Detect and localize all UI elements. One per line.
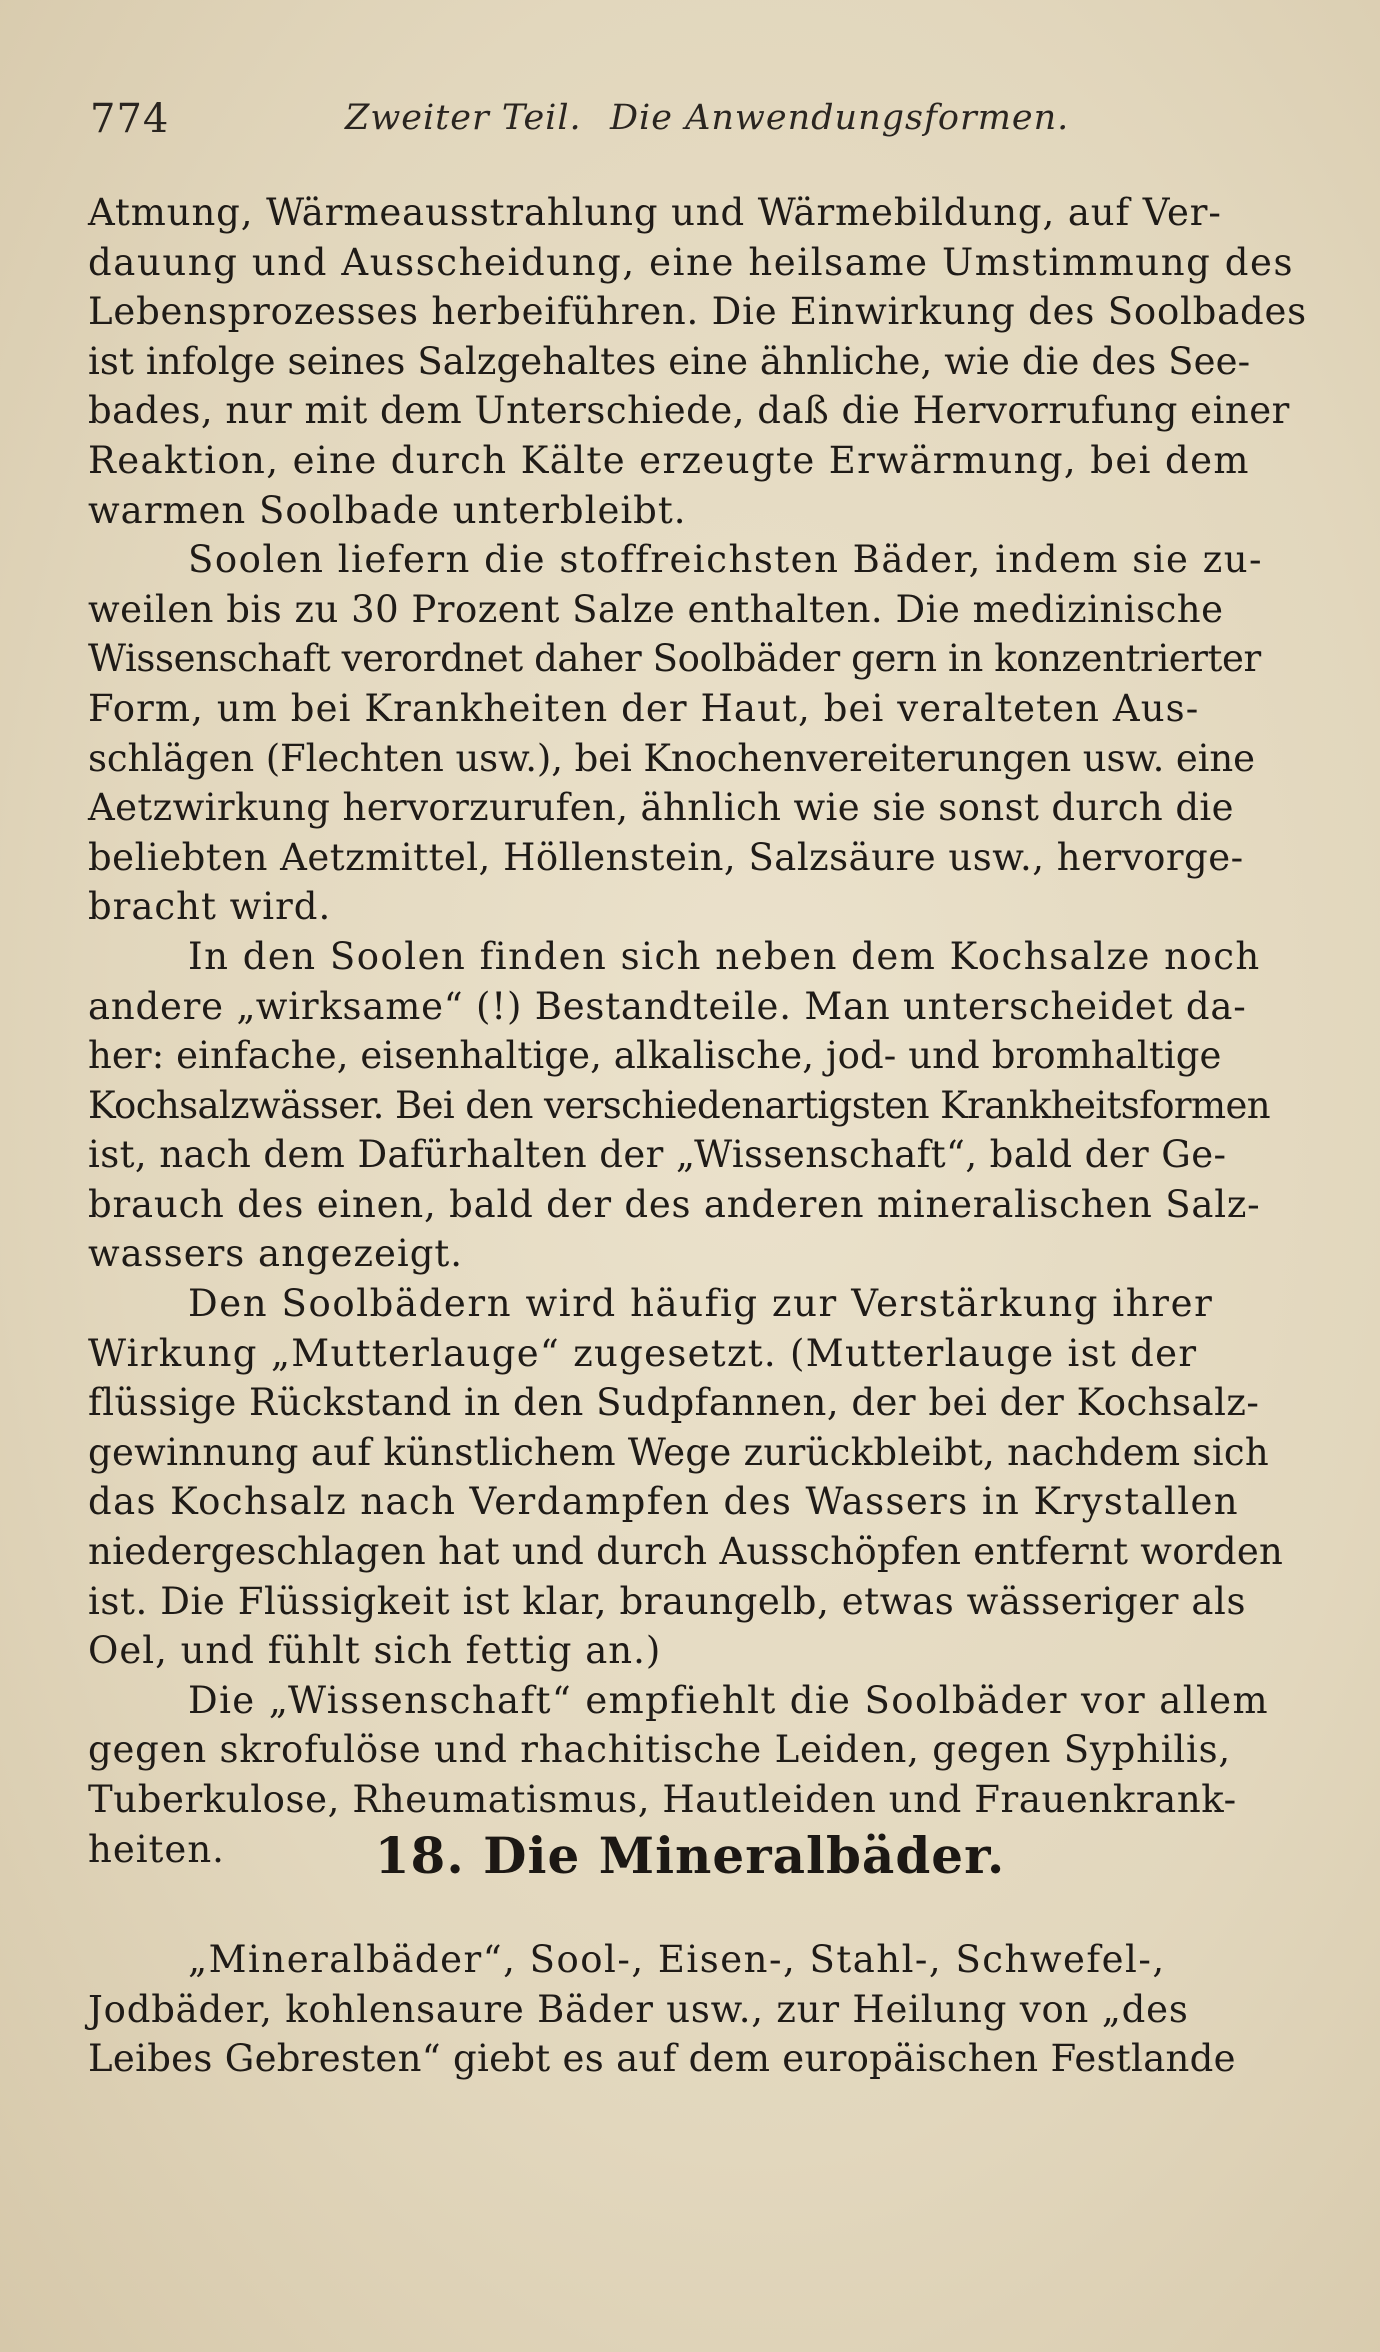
text-line: Form, um bei Krankheiten der Haut, bei veralteten Aus- — [88, 686, 1200, 730]
text-line: Den Soolbädern wird häufig zur Verstärkung ihrer — [188, 1282, 1214, 1326]
text-line: andere „wirksame“ (!) Bestandteile. Man unterscheidet da- — [88, 984, 1247, 1028]
text-line: In den Soolen finden sich neben dem Kochsalze noch — [188, 934, 1261, 978]
text-line: das Kochsalz nach Verdampfen des Wassers in Krystallen — [88, 1480, 1239, 1524]
text-line: dauung und Ausscheidung, eine heilsame Umstimmung des — [88, 240, 1295, 284]
text-line: warmen Soolbade unterbleibt. — [88, 488, 687, 532]
text-line: Soolen liefern die stoffreichsten Bäder, indem sie zu- — [188, 538, 1264, 582]
page-number: 774 — [90, 96, 170, 142]
running-head — [90, 92, 1290, 148]
text-line: schlägen (Flechten usw.), bei Knochenvereiterungen usw. eine — [88, 736, 1255, 780]
running-head-part: Zweiter Teil. — [345, 98, 582, 138]
text-line: weilen bis zu 30 Prozent Salze enthalten. Die medizinische — [88, 587, 1224, 631]
text-line: Die „Wissenschaft“ empfiehlt die Soolbäder vor allem — [188, 1678, 1269, 1722]
text-line: Lebensprozesses herbeiführen. Die Einwirkung des Soolbades — [88, 290, 1307, 334]
text-line: Oel, und fühlt sich fettig an.) — [88, 1629, 662, 1673]
text-line: gewinnung auf künstlichem Wege zurückbleibt, nachdem sich — [88, 1430, 1269, 1474]
text-line: Wirkung „Mutterlauge“ zugesetzt. (Mutterlauge ist der — [88, 1331, 1198, 1375]
text-line: brauch des einen, bald der des anderen mineralischen Salz- — [88, 1182, 1261, 1226]
text-line: beliebten Aetzmittel, Höllenstein, Salzsäure usw., hervorge- — [88, 835, 1244, 879]
text-line: Wissenschaft verordnet daher Soolbäder gern in konzentrierter — [88, 637, 1261, 681]
text-line: Tuberkulose, Rheumatismus, Hautleiden und Frauenkrank- — [88, 1778, 1237, 1821]
text-line: Atmung, Wärmeausstrahlung und Wärmebildung, auf Ver- — [88, 191, 1222, 234]
text-line: Aetzwirkung hervorzurufen, ähnlich wie sie sonst durch die — [88, 786, 1234, 830]
text-line: ist, nach dem Dafürhalten der „Wissenschaft“, bald der Ge- — [88, 1133, 1227, 1177]
text-line: ist infolge seines Salzgehaltes eine ähnliche, wie die des See- — [88, 339, 1251, 383]
text-line: Reaktion, eine durch Kälte erzeugte Erwärmung, bei dem — [88, 438, 1250, 482]
body-text — [88, 188, 1307, 1874]
text-line: Kochsalzwässer. Bei den verschiedenartigsten Krankheitsformen — [88, 1083, 1271, 1127]
text-line: „Mineralbäder“, Sool-, Eisen-, Stahl-, Schwefel-, — [188, 1938, 1166, 1981]
text-line: wassers angezeigt. — [88, 1232, 464, 1276]
text-line: bracht wird. — [88, 885, 332, 929]
text-line: Leibes Gebresten“ giebt es auf dem europäischen Festlande — [88, 2037, 1236, 2081]
text-line: Jodbäder, kohlensaure Bäder usw., zur Heilung von „des — [88, 1987, 1189, 2031]
section-heading: 18. Die Mineralbäder. — [374, 1826, 1006, 1885]
text-line: gegen skrofulöse und rhachitische Leiden, gegen Syphilis, — [88, 1728, 1231, 1772]
text-line: bades, nur mit dem Unterschiede, daß die Hervorrufung einer — [88, 389, 1290, 433]
text-line: heiten. — [88, 1827, 225, 1871]
text-line: niedergeschlagen hat und durch Ausschöpfen entfernt worden — [88, 1530, 1284, 1574]
running-head-section: Die Anwendungsformen. — [610, 98, 1070, 138]
text-line: her: einfache, eisenhaltige, alkalische, jod- und bromhaltige — [88, 1034, 1222, 1078]
text-line: ist. Die Flüssigkeit ist klar, braungelb, etwas wässeriger als — [88, 1579, 1247, 1623]
text-line: flüssige Rückstand in den Sudpfannen, der bei der Kochsalz- — [88, 1381, 1260, 1425]
section-text — [88, 1935, 1288, 2084]
